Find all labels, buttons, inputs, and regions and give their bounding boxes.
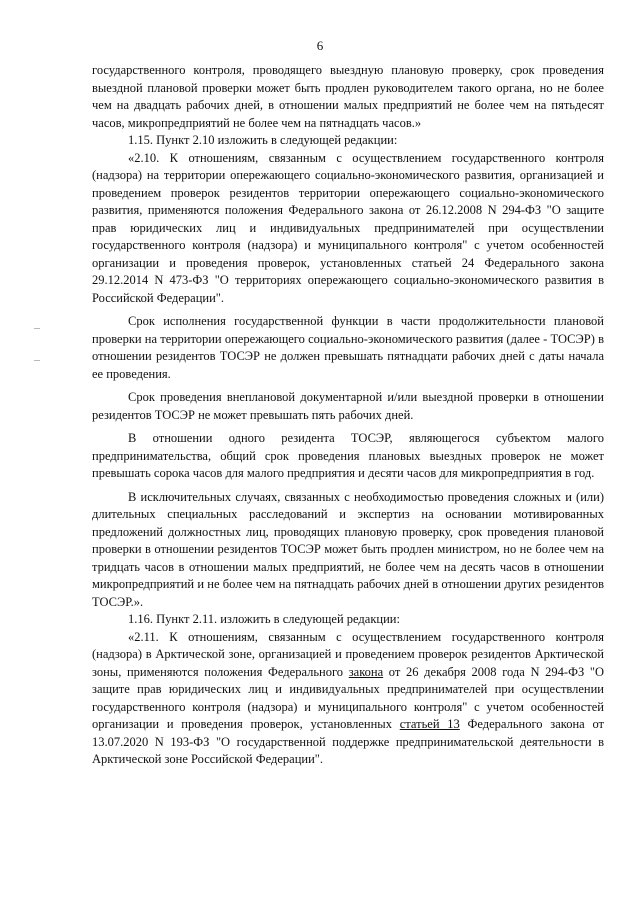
paragraph-clause-2-10: «2.10. К отношениям, связанным с осуществлением государственного контроля (надзора) на территории опережающего социально-экономического развития, организацией и проведением проверок резидентов территории опережающего социально-экономического развития, применяются положения Федерального закона от 26.12.2008 N 294-ФЗ "О защите прав юридических лиц и индивидуальных предпринимателей при осуществлении государственного контроля (надзора) и муниципального контроля" с учетом особенностей организации и проведения проверок, установленных статьей 24 Федерального закона 29.12.2014 N 473-ФЗ "О территориях опережающего социально-экономического развития в Российской Федерации". (92, 150, 604, 305)
scan-margin-mark (34, 328, 40, 329)
clause-2-11-text-b: от 26 декабря 2008 года N 294-ФЗ "О защите прав юридических лиц и индивидуальных предпринимателей при осуществлении государственного контроля (надзора) и муниципального контроля" с учетом особенностей организации и проведения проверок, установленных (92, 664, 604, 731)
paragraph-clause-2-11 (92, 629, 604, 769)
paragraph-item-1-16: 1.16. Пункт 2.11. изложить в следующей редакции: (128, 612, 400, 626)
article-link[interactable]: статьей 13 (399, 717, 460, 731)
paragraph-item-1-15: 1.15. Пункт 2.10 изложить в следующей редакции: (128, 133, 398, 147)
law-link[interactable]: закона (348, 664, 384, 679)
paragraph-small-business-term: В отношении одного резидента ТОСЭР, являющегося субъектом малого предпринимательства, общий срок проведения плановых выездных проверок не может превышать сорока часов для малого предприятия и десяти часов для микропредприятия в год. (92, 431, 604, 480)
clause-2-11-text-c: Федерального закона от 13.07.2020 N 193-ФЗ "О государственной поддержке предпринимательской деятельности в Арктической зоне Российской Федерации". (92, 717, 604, 766)
paragraph-continuation: государственного контроля, проводящего выездную плановую проверку, срок проведения выездной плановой проверки может быть продлен руководителем такого органа, но не более чем на двадцать рабочих дней, в отношении малых предприятий не более чем на пятьдесят часов, микропредприятий не более чем на пятнадцать часов.» (92, 63, 604, 130)
scan-margin-mark (34, 360, 40, 361)
page-number: 6 (316, 38, 324, 53)
paragraph-planned-inspection-term: Срок исполнения государственной функции в части продолжительности плановой проверки на территории опережающего социально-экономического развития (далее - ТОСЭР) в отношении резидентов ТОСЭР не должен превышать пятнадцати рабочих дней с даты начала ее проведения. (92, 314, 604, 381)
paragraph-exceptional-cases: В исключительных случаях, связанных с необходимостью проведения сложных и (или) длительных специальных расследований и экспертиз на основании мотивированных предложений должностных лиц, проводящих плановую проверку, срок проведения плановой проверки в отношении резидентов ТОСЭР может быть продлен министром, но не более чем на тридцать часов в отношении малых предприятий, не более чем на десять часов в отношении микропредприятий и не более чем на пятнадцать рабочих дней в отношении других резидентов ТОСЭР.». (92, 489, 604, 609)
paragraph-unplanned-inspection-term: Срок проведения внеплановой документарной и/или выездной проверки в отношении резидентов ТОСЭР не может превышать пять рабочих дней. (92, 390, 604, 422)
document-body (92, 62, 604, 769)
clause-2-11-text-a: «2.11. К отношениям, связанным с осуществлением государственного контроля (надзора) в Арктической зоне, организацией и проведением проверок резидентов Арктической зоны, применяются положения Федерального (92, 629, 604, 679)
